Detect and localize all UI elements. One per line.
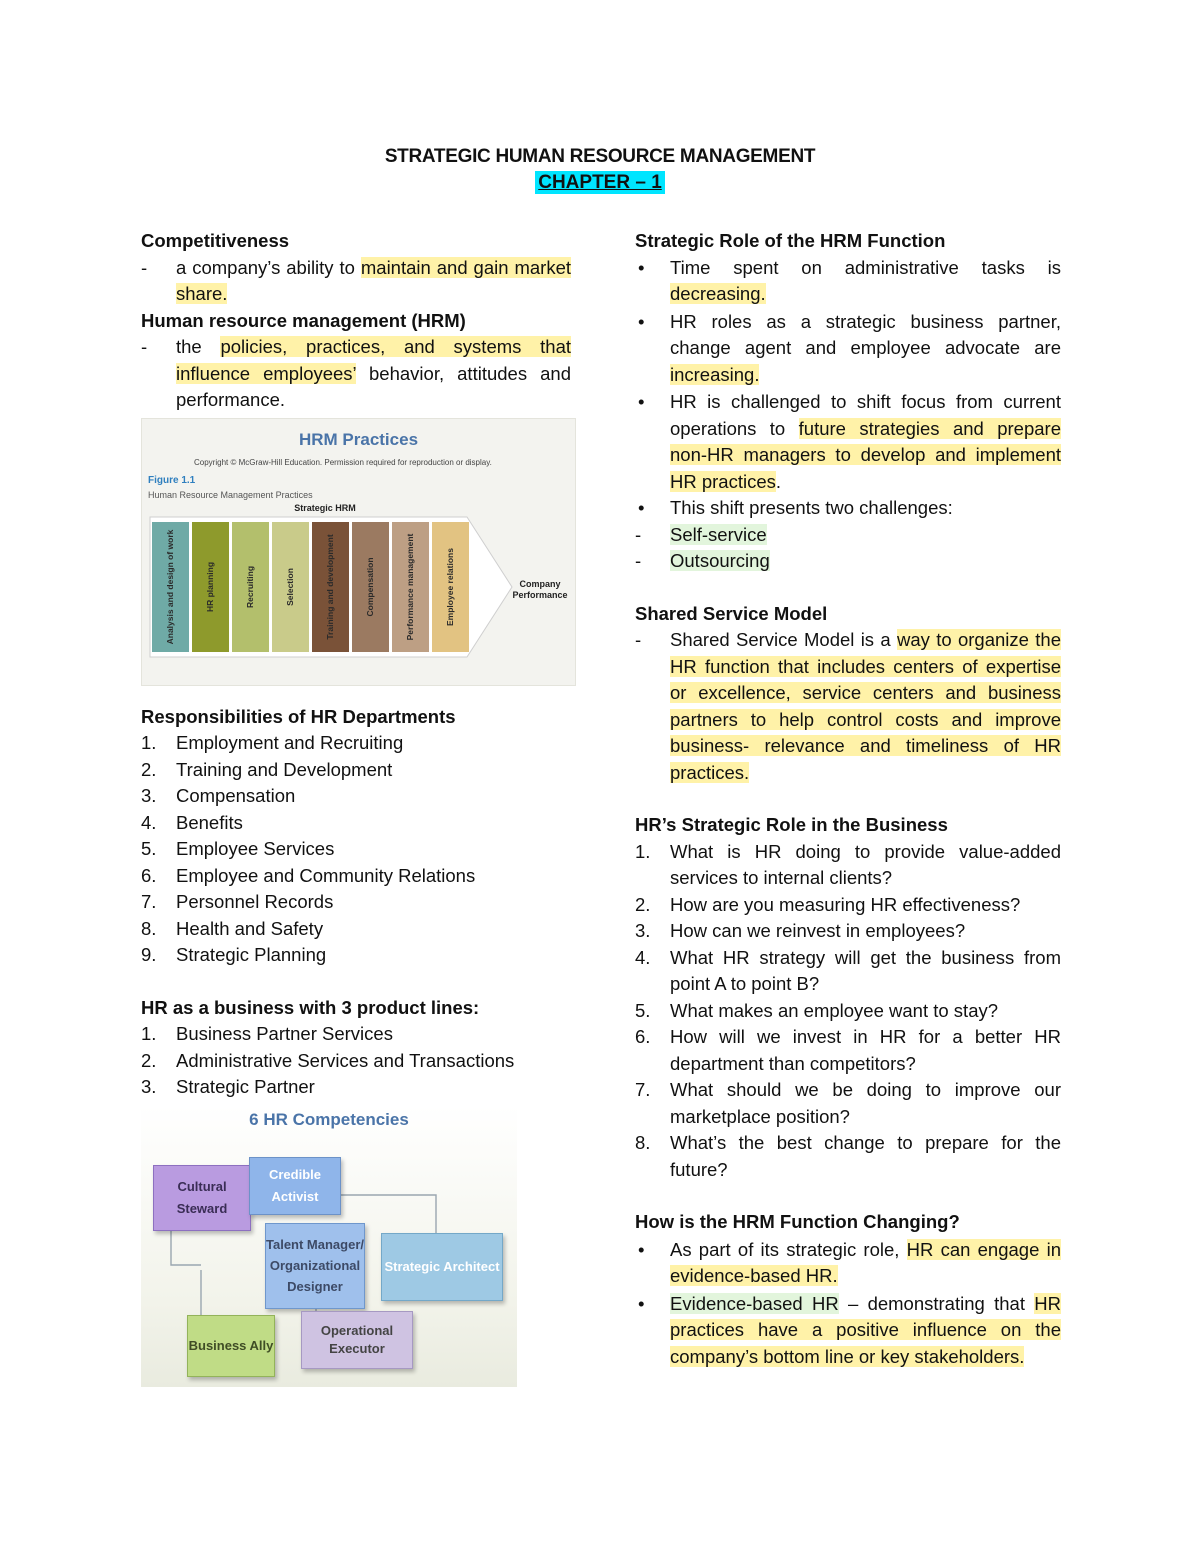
highlight-text: maintain and gain market share. bbox=[176, 256, 571, 304]
list-number: 7. bbox=[635, 1079, 651, 1100]
list-item bbox=[635, 1130, 1061, 1183]
list-number: 6. bbox=[141, 864, 157, 886]
figure-frame bbox=[141, 1105, 517, 1387]
list-item-text: What makes an employee want to stay? bbox=[670, 999, 999, 1021]
hrm-practices-diagram bbox=[142, 419, 577, 687]
list-number: 4. bbox=[141, 811, 157, 833]
list-item bbox=[141, 916, 571, 943]
right-column bbox=[635, 228, 1061, 1370]
figure-frame bbox=[141, 418, 576, 686]
strategic-role-heading: Strategic Role of the HRM Function bbox=[635, 230, 946, 251]
chapter-label: CHAPTER – 1 bbox=[535, 171, 665, 194]
hrm-heading: Human resource management (HRM) bbox=[141, 309, 466, 331]
dash-marker: - bbox=[635, 629, 642, 650]
list-number: 2. bbox=[141, 758, 157, 780]
list-item bbox=[141, 1048, 571, 1075]
company-performance-label: Company Performance bbox=[512, 578, 568, 600]
bullet-text: – demonstrating that bbox=[838, 1292, 1035, 1314]
hrm-practices-figure bbox=[141, 418, 571, 686]
bullet-item bbox=[635, 1237, 1061, 1290]
definition-text: Shared Service Model is a bbox=[670, 629, 897, 650]
list-item-text: How are you measuring HR effectiveness? bbox=[670, 893, 1021, 915]
bullet-text: This shift presents two challenges: bbox=[670, 497, 953, 518]
highlight-text: decreasing. bbox=[670, 283, 766, 304]
dash-marker: - bbox=[141, 256, 148, 278]
chapter-heading bbox=[0, 172, 1200, 194]
bullet-text: Time spent on administrative tasks is bbox=[670, 256, 1061, 278]
list-number: 7. bbox=[141, 891, 157, 912]
list-item-text: Strategic Partner bbox=[176, 1076, 315, 1097]
changing-heading: How is the HRM Function Changing? bbox=[635, 1211, 960, 1232]
list-number: 3. bbox=[141, 785, 157, 806]
list-number: 2. bbox=[141, 1049, 157, 1071]
list-number: 8. bbox=[141, 917, 157, 939]
challenge-text: Self-service bbox=[670, 523, 767, 545]
bullet-text: HR roles as a strategic business partner, change agent and employee advocate are bbox=[670, 310, 1061, 358]
list-number: 5. bbox=[635, 999, 651, 1021]
list-item-text: Personnel Records bbox=[176, 891, 334, 912]
bullet-marker: • bbox=[638, 256, 645, 278]
bullet-marker: • bbox=[638, 391, 645, 412]
practice-label: HR planning bbox=[204, 561, 215, 612]
left-column bbox=[141, 228, 571, 1393]
list-item-text: Health and Safety bbox=[176, 917, 324, 939]
list-item-text: Employee and Community Relations bbox=[176, 864, 476, 886]
list-item bbox=[141, 730, 571, 757]
bullet-marker: • bbox=[638, 310, 645, 332]
competency-label: Talent Manager/ Organizational Designer bbox=[266, 1237, 365, 1294]
hr-competencies-figure bbox=[141, 1105, 571, 1387]
dash-marker: - bbox=[635, 523, 642, 545]
list-item bbox=[141, 863, 571, 890]
competency-label: Operational Executor bbox=[320, 1322, 394, 1356]
page-title: STRATEGIC HUMAN RESOURCE MANAGEMENT bbox=[384, 146, 816, 167]
competency-label: Cultural Steward bbox=[176, 1178, 228, 1216]
list-number: 1. bbox=[635, 840, 651, 862]
challenge-item bbox=[635, 548, 1061, 575]
dash-marker: - bbox=[635, 550, 642, 571]
bullet-marker: • bbox=[638, 1292, 645, 1314]
highlight-text: increasing. bbox=[670, 363, 760, 385]
competitiveness-heading: Competitiveness bbox=[141, 230, 290, 251]
list-item-text: What’s the best change to prepare for the future? bbox=[670, 1132, 1061, 1180]
strategic-hrm-banner: Strategic HRM bbox=[294, 502, 356, 513]
definition-text: behavior, attitudes and performance. bbox=[176, 362, 571, 410]
business-role-heading: HR’s Strategic Role in the Business bbox=[635, 814, 948, 835]
highlight-text: future strategies and prepare non-HR managers to develop and implement HR practices bbox=[670, 417, 1061, 492]
figure-label: Figure 1.1 bbox=[148, 474, 196, 486]
list-item-text: What should we be doing to improve our marketplace position? bbox=[670, 1079, 1061, 1127]
list-item bbox=[635, 892, 1061, 919]
list-number: 4. bbox=[635, 946, 651, 968]
list-number: 5. bbox=[141, 838, 157, 859]
highlight-text: way to organize the HR function that includes centers of expertise or excellence, service centers and business partners to help control costs and improve business- relevance and timeliness of HR practices. bbox=[670, 629, 1061, 783]
list-number: 2. bbox=[635, 893, 651, 915]
definition-text: a company’s ability to bbox=[176, 256, 361, 278]
bullet-item bbox=[635, 495, 1061, 522]
highlight-text: HR practices have a positive influence on the company’s bottom line or key stakeholders. bbox=[670, 1292, 1061, 1367]
competency-business-ally bbox=[187, 1315, 275, 1377]
list-item-text: Benefits bbox=[176, 811, 243, 833]
list-item-text: Training and Development bbox=[176, 758, 393, 780]
list-number: 1. bbox=[141, 1023, 157, 1044]
list-item bbox=[141, 783, 571, 810]
list-number: 3. bbox=[141, 1076, 157, 1097]
list-number: 8. bbox=[635, 1132, 651, 1153]
competitiveness-definition bbox=[141, 255, 571, 308]
highlight-text: policies, practices, and systems that influence employees’ bbox=[176, 336, 571, 384]
bullet-item bbox=[635, 389, 1061, 495]
practice-label: Compensation bbox=[364, 556, 375, 617]
list-item bbox=[635, 1077, 1061, 1130]
figure-caption: Human Resource Management Practices bbox=[148, 489, 313, 500]
bullet-item bbox=[635, 309, 1061, 389]
list-item bbox=[141, 810, 571, 837]
list-item bbox=[141, 1021, 571, 1048]
list-item bbox=[635, 1024, 1061, 1077]
list-item bbox=[141, 1074, 571, 1101]
dash-marker: - bbox=[141, 336, 148, 357]
highlight-text: HR can engage in evidence-based HR. bbox=[670, 1238, 1061, 1286]
challenge-item bbox=[635, 522, 1061, 549]
figure-title: HRM Practices bbox=[298, 429, 419, 449]
practice-label: Analysis and design of work bbox=[164, 529, 175, 644]
practice-label: Training and development bbox=[324, 533, 335, 640]
list-item-text: What HR strategy will get the business from point A to point B? bbox=[670, 946, 1061, 994]
practice-label: Recruiting bbox=[244, 565, 255, 608]
list-item bbox=[635, 918, 1061, 945]
definition-text: the bbox=[176, 336, 221, 357]
list-item bbox=[141, 942, 571, 969]
list-item-text: Strategic Planning bbox=[176, 944, 327, 965]
shared-service-definition bbox=[635, 627, 1061, 786]
bullet-item bbox=[635, 1291, 1061, 1371]
list-item-text: Administrative Services and Transactions bbox=[176, 1049, 515, 1071]
bullet-text: HR is challenged to shift focus from current operations to bbox=[670, 391, 1061, 439]
challenge-text: Outsourcing bbox=[670, 550, 770, 571]
product-lines-list bbox=[141, 1021, 571, 1101]
bullet-marker: • bbox=[638, 497, 645, 518]
hrm-definition bbox=[141, 334, 571, 414]
figure-copyright: Copyright © McGraw-Hill Education. Permission required for reproduction or display. bbox=[194, 457, 492, 467]
list-item-text: Business Partner Services bbox=[176, 1023, 393, 1044]
list-item bbox=[635, 945, 1061, 998]
competency-cultural-steward bbox=[153, 1165, 251, 1231]
competency-credible-activist bbox=[249, 1157, 341, 1215]
list-item-text: How can we reinvest in employees? bbox=[670, 920, 966, 941]
business-role-list bbox=[635, 839, 1061, 1184]
list-number: 9. bbox=[141, 944, 157, 965]
competency-strategic-architect bbox=[381, 1233, 503, 1301]
competency-label: Credible Activist bbox=[268, 1166, 321, 1204]
list-item-text: How will we invest in HR for a better HR department than competitors? bbox=[670, 1026, 1061, 1074]
responsibilities-heading: Responsibilities of HR Departments bbox=[141, 705, 456, 727]
list-item bbox=[141, 757, 571, 784]
list-item bbox=[635, 839, 1061, 892]
practice-label: Performance management bbox=[404, 533, 415, 640]
practice-label: Selection bbox=[284, 567, 295, 606]
responsibilities-list bbox=[141, 730, 571, 969]
competency-talent-manager bbox=[265, 1223, 365, 1309]
practice-label: Employee relations bbox=[444, 547, 455, 626]
list-item-text: Employee Services bbox=[176, 838, 335, 859]
list-item bbox=[141, 836, 571, 863]
bullet-marker: • bbox=[638, 1238, 645, 1260]
product-lines-heading: HR as a business with 3 product lines: bbox=[141, 996, 480, 1018]
list-item bbox=[635, 998, 1061, 1025]
bullet-item bbox=[635, 255, 1061, 308]
green-highlight-text: Evidence-based HR bbox=[670, 1292, 839, 1314]
competency-label: Business Ally bbox=[188, 1337, 274, 1353]
list-number: 1. bbox=[141, 732, 157, 753]
shared-service-heading: Shared Service Model bbox=[635, 602, 828, 624]
bullet-text: As part of its strategic role, bbox=[670, 1238, 907, 1260]
list-item-text: Compensation bbox=[176, 785, 296, 806]
list-number: 6. bbox=[635, 1026, 651, 1047]
list-number: 3. bbox=[635, 920, 651, 941]
figure-title: 6 HR Competencies bbox=[249, 1109, 409, 1129]
list-item bbox=[141, 889, 571, 916]
list-item-text: Employment and Recruiting bbox=[176, 732, 404, 753]
list-item-text: What is HR doing to provide value-added services to internal clients? bbox=[670, 840, 1061, 888]
competency-operational-executor bbox=[301, 1311, 413, 1369]
competency-label: Strategic Architect bbox=[384, 1258, 500, 1274]
bullet-text: . bbox=[775, 470, 782, 492]
